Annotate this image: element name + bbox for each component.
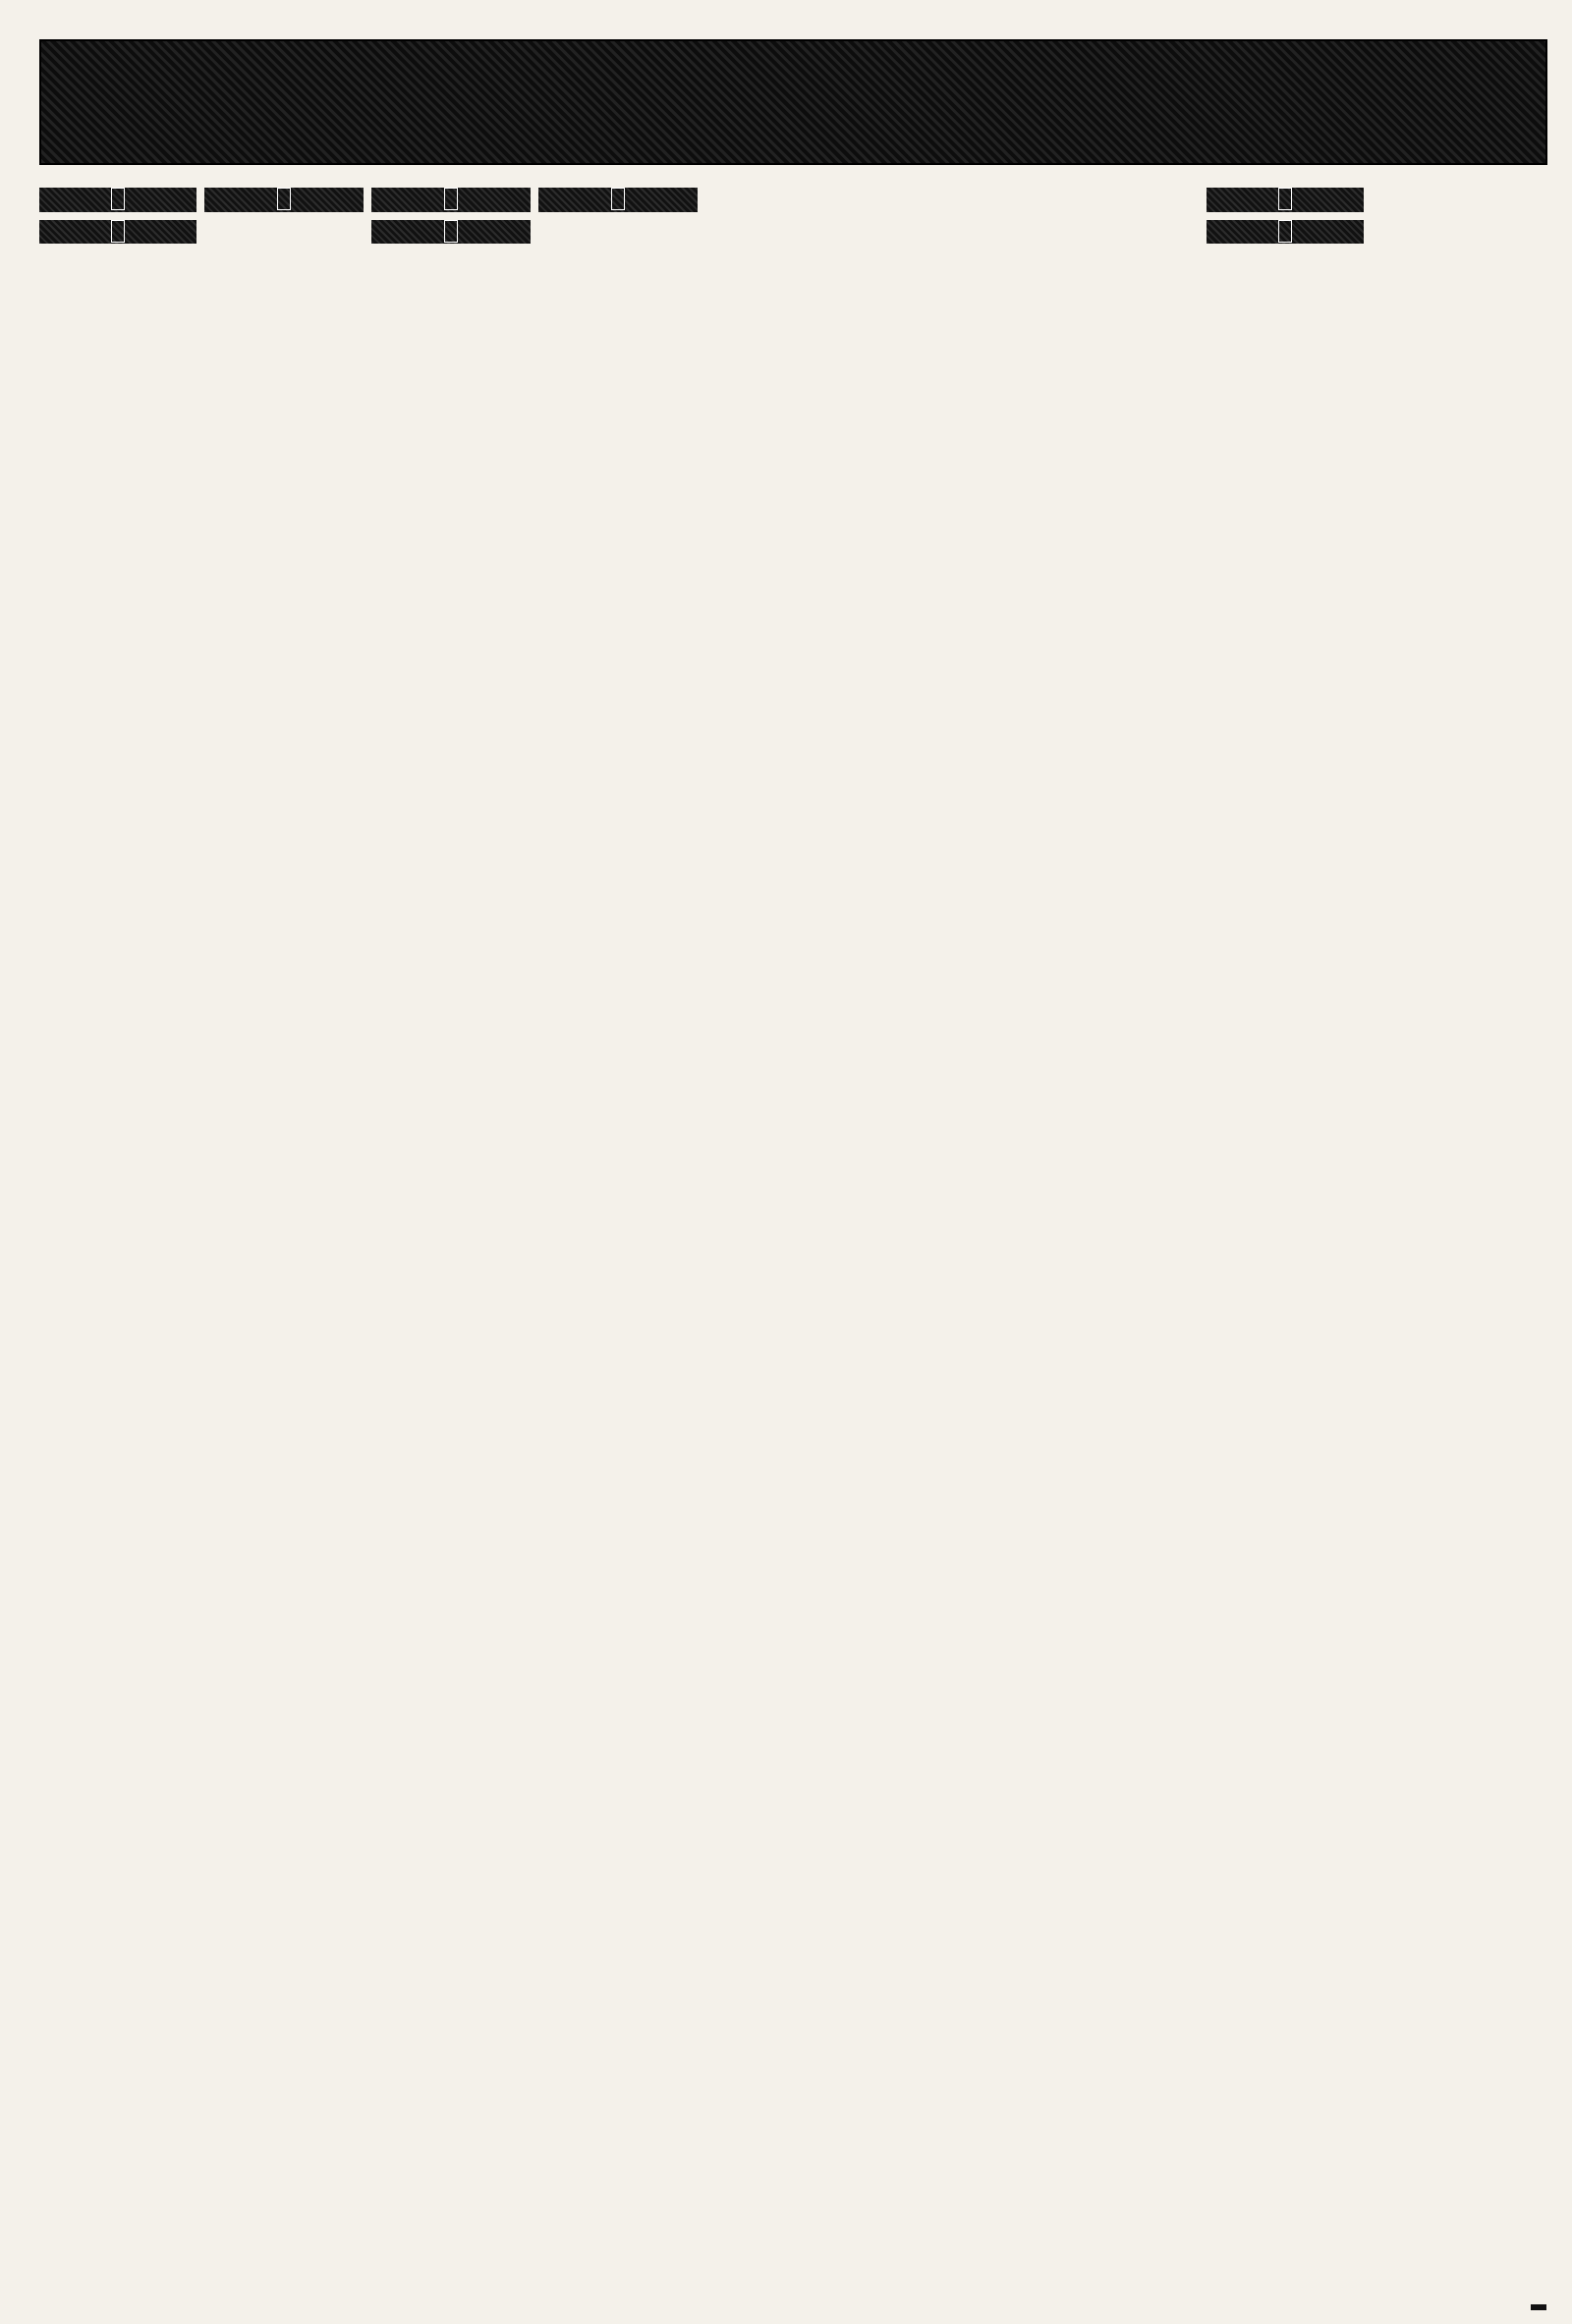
column-5	[705, 182, 865, 2294]
section-title	[111, 220, 125, 243]
section-title	[1278, 220, 1292, 243]
section-header-prosfora	[538, 188, 698, 212]
section-title	[111, 188, 125, 210]
column-1	[39, 182, 196, 2294]
continuation-note	[1531, 2304, 1546, 2310]
column-8	[1207, 182, 1364, 2294]
column-2	[204, 182, 364, 2294]
section-header-apolesi	[39, 188, 196, 212]
section-title	[444, 188, 458, 210]
column-4	[538, 182, 698, 2294]
column-7	[1039, 182, 1199, 2294]
column-6	[872, 182, 1032, 2294]
section-title	[444, 220, 458, 243]
section-title	[1278, 188, 1292, 210]
section-header-autokinita	[1207, 220, 1364, 245]
section-header-enoikiazetai	[371, 220, 531, 245]
masthead-banner	[39, 39, 1547, 165]
column-3	[371, 182, 531, 2294]
column-9	[1372, 182, 1546, 2294]
section-header-oikopeda	[204, 188, 364, 212]
section-title	[277, 188, 291, 210]
section-header-epixeiriseis	[371, 188, 531, 212]
section-title	[611, 188, 625, 210]
section-header-zitoun	[1207, 188, 1364, 212]
section-header-akinita	[39, 220, 196, 245]
